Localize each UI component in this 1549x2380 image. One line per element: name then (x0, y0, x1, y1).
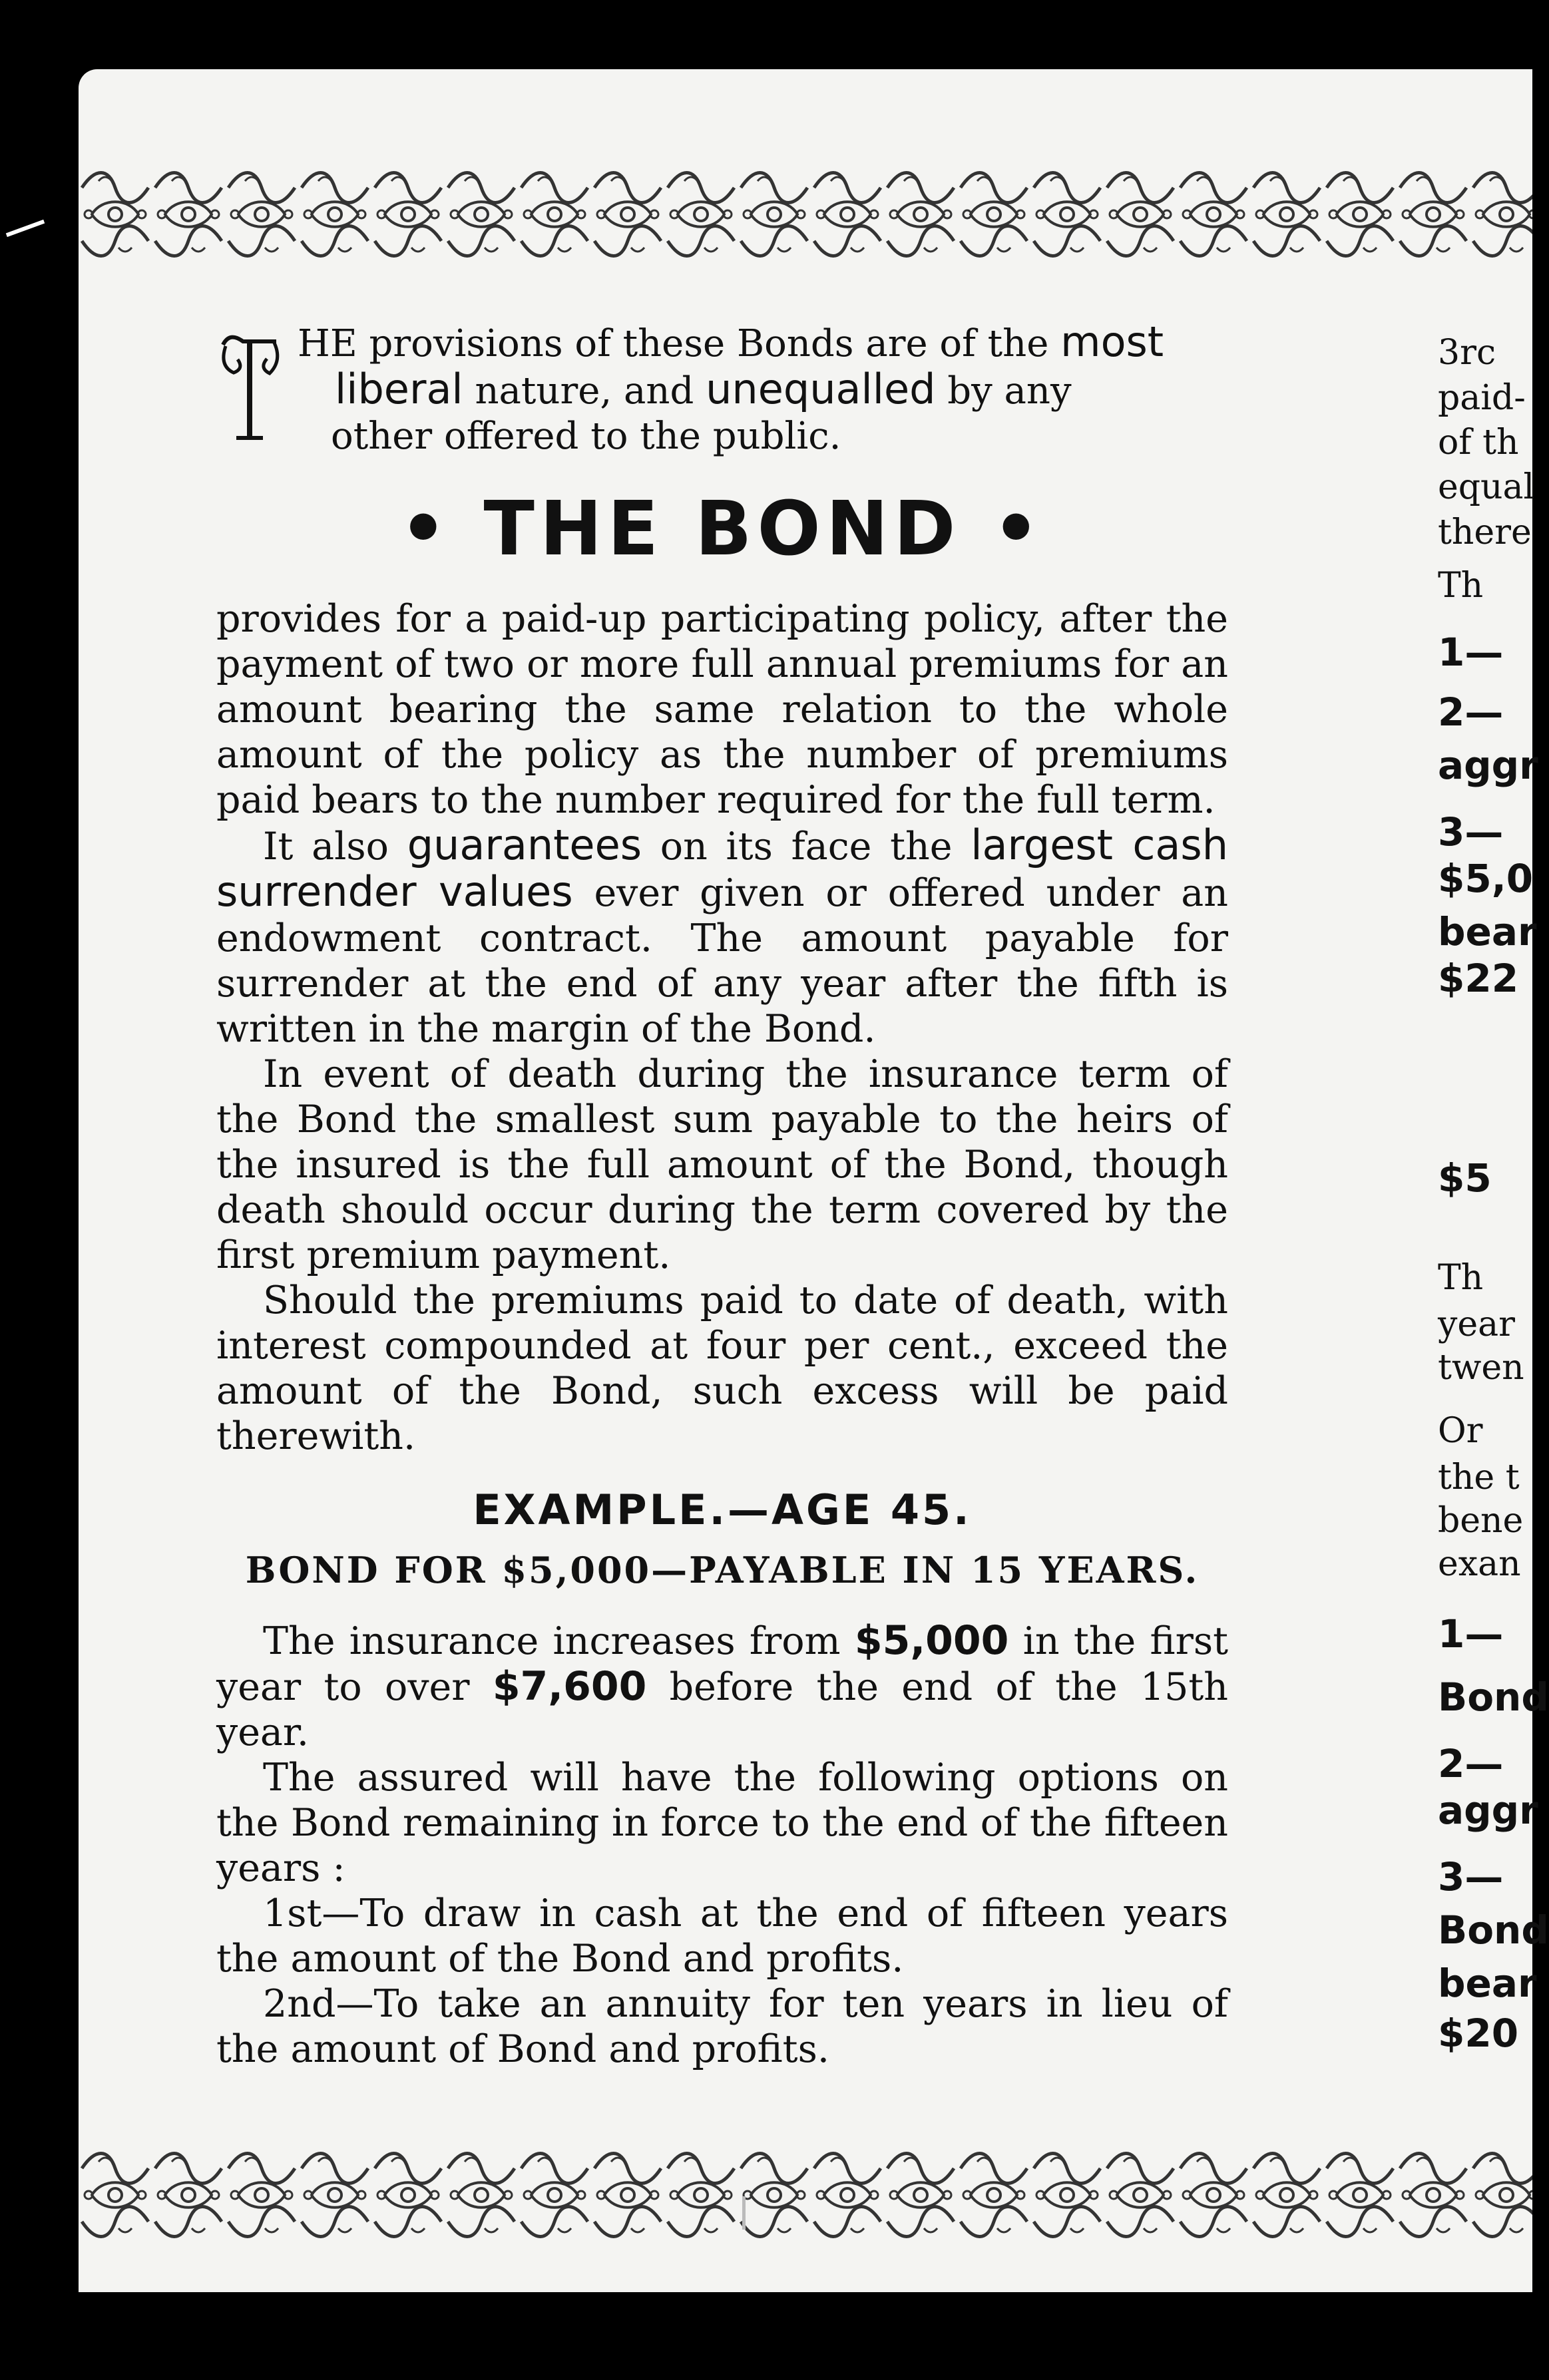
scan-artifact (742, 2196, 746, 2230)
right-column-fragment: $22 (1438, 956, 1519, 1001)
intro-line2-mid: nature, and (463, 369, 706, 413)
paragraph-guarantees (216, 823, 1228, 1052)
scan-artifact (6, 220, 45, 237)
right-column-fragment: exan (1438, 1544, 1521, 1584)
section-title: • THE BOND • (399, 486, 1046, 572)
right-column-fragment: Bond (1438, 1675, 1549, 1720)
right-column-fragment: 2— (1438, 690, 1504, 735)
amount-5000: $5,000 (854, 1617, 1009, 1664)
paragraph-options: The assured will have the following options on the Bond remaining in force to the end of the fifteen years : (216, 1756, 1228, 1890)
right-column-fragment: bene (1438, 1501, 1524, 1541)
right-column-fragment: 1— (1438, 630, 1504, 675)
amount-7600: $7,600 (492, 1663, 647, 1710)
right-column-fragment: Or (1438, 1411, 1483, 1451)
paragraph-death: In event of death during the insurance term of the Bond the smallest sum payable to the heirs of the insured is the full amount of the Bond, though death should occur during the term covered by the first premium payment. (216, 1052, 1228, 1277)
adjacent-page-column-cropped (1430, 319, 1549, 2083)
p5-text-a: The insurance increases from (263, 1619, 855, 1663)
right-column-fragment: year (1438, 1304, 1516, 1344)
bottom-ornament-border (79, 2142, 1532, 2248)
right-column-fragment: 3— (1438, 1854, 1504, 1899)
intro-highlight-liberal: liberal (335, 365, 463, 413)
right-column-fragment: of th (1438, 423, 1519, 463)
intro-line1-text: HE provisions of these Bonds are of the (298, 322, 1061, 365)
ornament-pattern (79, 161, 1532, 268)
p5-text-b: in the first year to over (216, 1619, 1228, 1709)
ornament-pattern (79, 2142, 1532, 2248)
paragraph-premiums: Should the premiums paid to date of death, with interest compounded at four per cent., exceed the amount of the Bond, such excess will be paid therewith. (216, 1279, 1228, 1458)
p2-highlight-guarantees: guarantees (407, 821, 642, 869)
right-column-fragment: Th (1438, 1258, 1484, 1298)
intro-highlight-most: most (1060, 317, 1164, 366)
paragraph-insurance-increases (216, 1618, 1228, 1755)
right-column-fragment: twen (1438, 1348, 1524, 1388)
main-text-column (216, 319, 1228, 2072)
drop-cap-t-ornament (216, 331, 283, 445)
right-column-fragment: 1— (1438, 1611, 1504, 1657)
right-column-fragment: $5 (1438, 1155, 1492, 1201)
option-1st: 1st—To draw in cash at the end of fifteen years the amount of the Bond and profits. (216, 1891, 1228, 1981)
option-2nd: 2nd—To take an annuity for ten years in lieu of the amount of Bond and profits. (216, 1982, 1228, 2071)
example-title: EXAMPLE.—AGE 45. (473, 1486, 972, 1534)
p5-text-c: before the end of the 15th year. (216, 1665, 1228, 1754)
right-column-fragment: paid- (1438, 378, 1526, 418)
example-subtitle: BOND FOR $5,000—PAYABLE IN 15 YEARS. (245, 1549, 1200, 1591)
p2-text-c: ever given or offered under an endowment contract. The amount payable for surrender at the end of any year after the fifth is written in the margin of the Bond. (216, 871, 1228, 1051)
right-column-fragment: $20 (1438, 2011, 1519, 2056)
right-column-fragment: aggr (1438, 1788, 1538, 1833)
right-column-fragment: bear (1438, 909, 1537, 954)
intro-highlight-unequalled: unequalled (706, 365, 936, 413)
right-column-fragment: Bond (1438, 1907, 1549, 1953)
intro-line3: other offered to the public. (331, 415, 841, 458)
p2-highlight-largest: largest cash surrender values (216, 821, 1228, 916)
right-column-fragment: the t (1438, 1458, 1520, 1497)
right-column-fragment: aggr (1438, 743, 1538, 788)
paragraph-provides: provides for a paid-up participating policy, after the payment of two or more full annual premiums for an amount bearing the same relation to the whole amount of the policy as the number of premiums paid bears to the number required for the full term. (216, 597, 1228, 822)
right-column-fragment: equal (1438, 467, 1535, 507)
right-column-fragment: 3— (1438, 809, 1504, 855)
right-column-fragment: there (1438, 512, 1532, 552)
p2-text-b: on its face the (642, 825, 971, 869)
right-column-fragment: $5,0 (1438, 856, 1534, 901)
right-column-fragment: Th (1438, 566, 1484, 606)
p2-text-a: It also (263, 825, 407, 869)
intro-line2-end: by any (935, 369, 1072, 413)
right-column-fragment: bear (1438, 1961, 1537, 2006)
top-ornament-border (79, 161, 1532, 268)
right-column-fragment: 2— (1438, 1741, 1504, 1786)
intro-paragraph (216, 319, 1228, 459)
right-column-fragment: 3rc (1438, 333, 1496, 373)
